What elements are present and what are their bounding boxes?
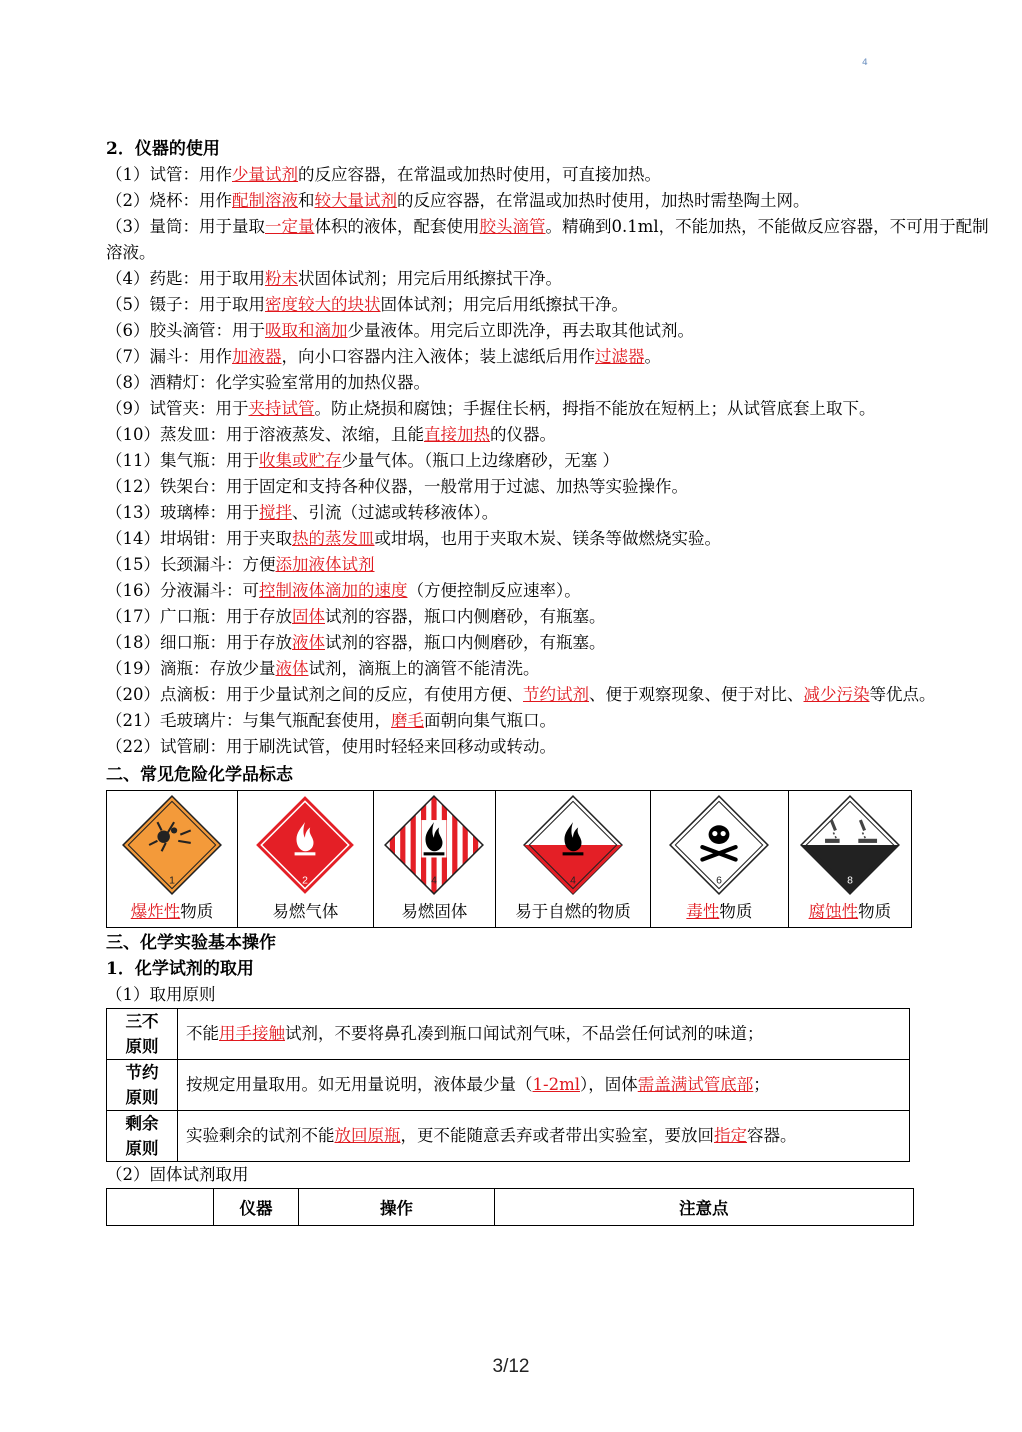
section-heading-operations: 三、化学实验基本操作 — [106, 933, 276, 953]
solid-table-header-cell: 仪器 — [213, 1189, 299, 1226]
answer-key-text: 指定 — [714, 1126, 747, 1145]
answer-key-text: 磨毛 — [391, 711, 424, 730]
body-text: 。精确到0.1ml，不能加热，不能做反应容器，不可用于配制溶液。 — [106, 217, 989, 262]
body-text: ； — [753, 1075, 770, 1094]
instrument-item — [106, 708, 1001, 734]
instrument-item — [106, 500, 1001, 526]
instrument-item — [106, 370, 1001, 396]
hazard-caption — [496, 899, 650, 927]
svg-text:4: 4 — [570, 875, 576, 887]
principle-row — [107, 1111, 910, 1162]
answer-key-text: 放回原瓶 — [334, 1126, 401, 1145]
hazard-symbol-table — [106, 790, 912, 928]
hazard-cell — [651, 791, 789, 928]
instrument-item — [106, 734, 1001, 760]
flammable-solid-diamond-icon — [382, 793, 486, 897]
hazard-symbol — [789, 791, 911, 899]
answer-key-text: 液体 — [292, 633, 325, 652]
hazard-symbol — [238, 791, 373, 899]
principle-row — [107, 1009, 910, 1060]
body-text: 少量气体。（瓶口上边缘磨砂，无塞 ） — [341, 451, 619, 470]
svg-text:1: 1 — [169, 875, 175, 887]
body-text: （12）铁架台：用于固定和支持各种仪器，一般常用于过滤、加热等实验操作。 — [106, 477, 688, 496]
toxic-skull-diamond-icon — [667, 793, 771, 897]
body-text: 物质 — [180, 902, 214, 921]
hazard-cell — [788, 791, 911, 928]
instrument-item — [106, 604, 1001, 630]
instrument-item — [106, 292, 1001, 318]
hazard-caption — [374, 899, 495, 927]
body-text: （22）试管刷：用于刷洗试管，使用时轻轻来回移动或转动。 — [106, 737, 556, 756]
body-text: 等优点。 — [869, 685, 936, 704]
page-number: 3/12 — [492, 1356, 530, 1377]
solid-table-header-cell: 操作 — [299, 1189, 494, 1226]
body-text: 的反应容器，在常温或加热时使用，加热时需垫陶土网。 — [397, 191, 810, 210]
solid-table-header-cell: 注意点 — [494, 1189, 913, 1226]
answer-key-text: 需盖满试管底部 — [637, 1075, 754, 1094]
body-text: 固体试剂；用完后用纸擦拭干净。 — [380, 295, 628, 314]
hazard-cell — [373, 791, 495, 928]
answer-key-text: 热的蒸发皿 — [292, 529, 375, 548]
body-text: 易于自燃的物质 — [515, 902, 631, 921]
answer-key-text: 减少污染 — [803, 685, 870, 704]
hazard-caption — [651, 899, 788, 927]
answer-key-text: 加液器 — [232, 347, 282, 366]
body-text: 实验剩余的试剂不能 — [186, 1126, 335, 1145]
body-text: 面朝向集气瓶口。 — [424, 711, 556, 730]
principle-name-line: 剩余 — [125, 1114, 159, 1133]
solid-table-header-cell — [107, 1189, 214, 1226]
hazard-cell — [237, 791, 373, 928]
principle-name-line: 原则 — [125, 1037, 159, 1056]
body-text: 试剂，不要将鼻孔凑到瓶口闻试剂气味，不品尝任何试剂的味道； — [285, 1024, 764, 1043]
answer-key-text: 收集或贮存 — [259, 451, 342, 470]
body-text: （21）毛玻璃片：与集气瓶配套使用， — [106, 711, 391, 730]
principle-row — [107, 1060, 910, 1111]
body-text: 的仪器。 — [490, 425, 556, 444]
answer-key-text: 少量试剂 — [232, 165, 298, 184]
body-text: （2）烧杯：用作 — [106, 191, 232, 210]
spontaneous-combustion-diamond-icon — [521, 793, 625, 897]
body-text: （5）镊子：用于取用 — [106, 295, 265, 314]
subheading-reagent-taking: 1．化学试剂的取用 — [106, 959, 254, 979]
solid-table-header-row — [107, 1189, 914, 1226]
hazard-caption — [238, 899, 373, 927]
body-text: 物质 — [858, 902, 892, 921]
body-text: 容器。 — [747, 1126, 797, 1145]
answer-key-text: 毒性 — [686, 902, 720, 921]
svg-text:4: 4 — [431, 875, 438, 887]
answer-key-text: 粉末 — [265, 269, 298, 288]
body-text: ），固体 — [580, 1075, 638, 1094]
answer-key-text: 一定量 — [265, 217, 315, 236]
body-text: （11）集气瓶：用于 — [106, 451, 259, 470]
instrument-item — [106, 214, 1001, 266]
hazard-caption — [789, 899, 911, 927]
solid-reagent-table — [106, 1188, 914, 1226]
answer-key-text: 密度较大的块状 — [265, 295, 381, 314]
body-text: （14）坩埚钳：用于夹取 — [106, 529, 292, 548]
principle-name — [107, 1060, 178, 1111]
body-text: （15）长颈漏斗：方便 — [106, 555, 276, 574]
answer-key-text: 配制溶液 — [232, 191, 298, 210]
answer-key-text: 搅拌 — [259, 503, 292, 522]
body-text: 不能 — [186, 1024, 219, 1043]
hazard-cell — [107, 791, 238, 928]
instrument-item — [106, 318, 1001, 344]
principle-name — [107, 1009, 178, 1060]
body-text: 少量液体。用完后立即洗净，再去取其他试剂。 — [347, 321, 694, 340]
principle-description — [178, 1060, 910, 1111]
instrument-item — [106, 656, 1001, 682]
principle-name-line: 节约 — [125, 1063, 159, 1082]
hazard-symbol — [374, 791, 495, 899]
answer-key-text: 1-2ml — [532, 1075, 580, 1094]
body-text: 。 — [644, 347, 661, 366]
principles-label: （1）取用原则 — [106, 985, 216, 1004]
body-text: （19）滴瓶：存放少量 — [106, 659, 276, 678]
body-text: （6）胶头滴管：用于 — [106, 321, 265, 340]
document-content — [106, 136, 1001, 1226]
body-text: 状固体试剂；用完后用纸擦拭干净。 — [298, 269, 562, 288]
body-text: 、便于观察现象、便于对比、 — [589, 685, 804, 704]
principle-name-line: 三不 — [125, 1012, 159, 1031]
principle-name-line: 原则 — [125, 1139, 159, 1158]
corner-mark: 4 — [862, 58, 868, 68]
instrument-item — [106, 552, 1001, 578]
answer-key-text: 爆炸性 — [130, 902, 181, 921]
body-text: （13）玻璃棒：用于 — [106, 503, 259, 522]
body-text: （17）广口瓶：用于存放 — [106, 607, 292, 626]
answer-key-text: 液体 — [275, 659, 309, 678]
instrument-item — [106, 266, 1001, 292]
body-text: （4）药匙：用于取用 — [106, 269, 265, 288]
body-text: 试剂，滴瓶上的滴管不能清洗。 — [308, 659, 540, 678]
answer-key-text: 直接加热 — [424, 425, 490, 444]
body-text: （7）漏斗：用作 — [106, 347, 232, 366]
hazard-symbol — [107, 791, 237, 899]
instrument-item — [106, 422, 1001, 448]
body-text: 或坩埚，也用于夹取木炭、镁条等做燃烧实验。 — [374, 529, 721, 548]
svg-text:2: 2 — [302, 875, 309, 887]
instrument-item — [106, 396, 1001, 422]
answer-key-text: 夹持试管 — [248, 399, 315, 418]
answer-key-text: 胶头滴管 — [479, 217, 546, 236]
body-text: 试剂的容器，瓶口内侧磨砂，有瓶塞。 — [325, 633, 606, 652]
instrument-item — [106, 448, 1001, 474]
answer-key-text: 控制液体滴加的速度 — [259, 581, 408, 600]
answer-key-text: 添加液体试剂 — [275, 555, 375, 574]
principle-name-line: 原则 — [125, 1088, 159, 1107]
instrument-item — [106, 682, 1001, 708]
body-text: ，向小口容器内注入液体；装上滤纸后用作 — [281, 347, 595, 366]
answer-key-text: 节约试剂 — [523, 685, 589, 704]
explosive-diamond-icon — [120, 793, 224, 897]
instrument-item — [106, 578, 1001, 604]
body-text: 、引流（过滤或转移液体）。 — [292, 503, 499, 522]
body-text: （3）量筒：用于量取 — [106, 217, 265, 236]
instrument-item — [106, 526, 1001, 552]
hazard-symbol — [651, 791, 788, 899]
section-heading-hazards: 二、常见危险化学品标志 — [106, 765, 293, 785]
body-text: （8）酒精灯：化学实验室常用的加热仪器。 — [106, 373, 430, 392]
body-text: （9）试管夹：用于 — [106, 399, 249, 418]
answer-key-text: 较大量试剂 — [314, 191, 397, 210]
answer-key-text: 固体 — [292, 607, 325, 626]
body-text: 按规定用量取用。如无用量说明，液体最少量（ — [186, 1075, 533, 1094]
answer-key-text: 过滤器 — [595, 347, 645, 366]
body-text: 物质 — [719, 902, 753, 921]
hazard-row — [107, 791, 912, 928]
instrument-list — [106, 162, 1001, 760]
body-text: 易燃固体 — [401, 902, 468, 921]
principles-table — [106, 1008, 910, 1162]
hazard-symbol — [496, 791, 650, 899]
body-text: ，更不能随意丢弃或者带出实验室，要放回 — [400, 1126, 714, 1145]
body-text: 试剂的容器，瓶口内侧磨砂，有瓶塞。 — [325, 607, 606, 626]
body-text: （方便控制反应速率）。 — [407, 581, 581, 600]
body-text: （16）分液漏斗：可 — [106, 581, 259, 600]
body-text: 易燃气体 — [272, 902, 339, 921]
body-text: （20）点滴板：用于少量试剂之间的反应，有使用方便、 — [106, 685, 523, 704]
body-text: 。防止烧损和腐蚀；手握住长柄，拇指不能放在短柄上；从试管底套上取下。 — [314, 399, 876, 418]
instrument-item — [106, 630, 1001, 656]
body-text: 和 — [298, 191, 315, 210]
principle-description — [178, 1009, 910, 1060]
svg-text:6: 6 — [716, 875, 723, 887]
body-text: （18）细口瓶：用于存放 — [106, 633, 292, 652]
flammable-gas-diamond-icon — [253, 793, 357, 897]
section-heading-instruments: 2．仪器的使用 — [106, 139, 220, 159]
answer-key-text: 用手接触 — [219, 1024, 285, 1043]
corrosive-diamond-icon — [798, 793, 902, 897]
body-text: （1）试管：用作 — [106, 165, 232, 184]
answer-key-text: 腐蚀性 — [808, 902, 859, 921]
body-text: 的反应容器，在常温或加热时使用，可直接加热。 — [298, 165, 661, 184]
hazard-cell — [496, 791, 651, 928]
svg-text:8: 8 — [846, 875, 853, 887]
instrument-item — [106, 162, 1001, 188]
body-text: （10）蒸发皿：用于溶液蒸发、浓缩，且能 — [106, 425, 424, 444]
principle-description — [178, 1111, 910, 1162]
instrument-item — [106, 474, 1001, 500]
answer-key-text: 吸取和滴加 — [265, 321, 348, 340]
body-text: 体积的液体，配套使用 — [314, 217, 480, 236]
instrument-item — [106, 188, 1001, 214]
instrument-item — [106, 344, 1001, 370]
hazard-caption — [107, 899, 237, 927]
solid-reagent-label: （2）固体试剂取用 — [106, 1165, 249, 1184]
principle-name — [107, 1111, 178, 1162]
